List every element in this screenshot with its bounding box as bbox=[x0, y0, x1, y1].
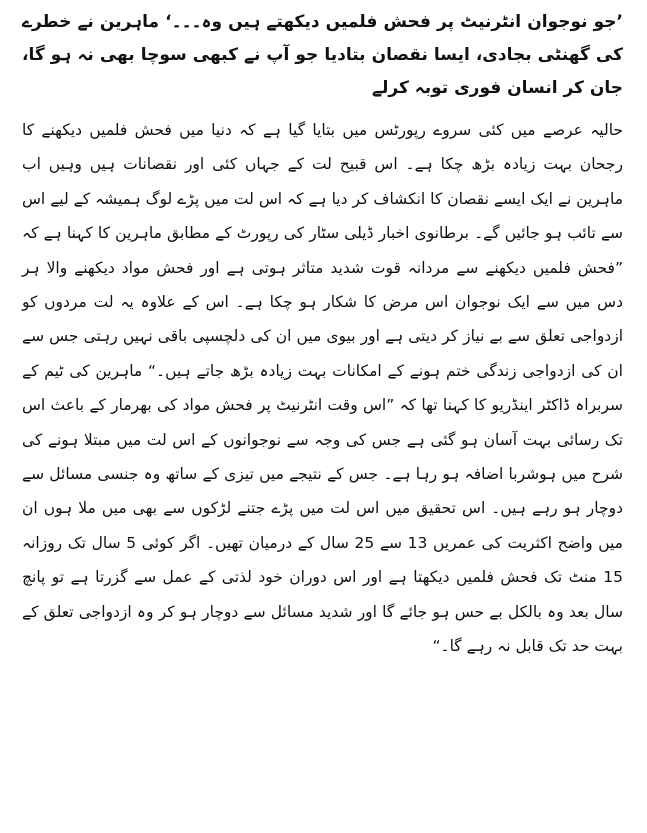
article-headline: ’جو نوجوان انٹرنیٹ پر فحش فلمیں دیکھتے ہیں وہ۔۔۔‘ ماہرین نے خطرے کی گھنٹی بجادی، ایسا نقصان بتادیا جو آپ نے کبھی سوچا بھی نہ ہو گا، جان کر انسان فوری توبہ کرلے bbox=[22, 12, 623, 98]
article-body: حالیہ عرصے میں کئی سروے رپورٹس میں بتایا گیا ہے کہ دنیا میں فحش فلمیں دیکھنے کا رجحان بہت زیادہ بڑھ چکا ہے۔ اس قبیح لت کے جہاں کئی اور نقصانات ہیں وہیں اب ماہرین نے ایک ایسے نقصان کا انکشاف کر دیا ہے کہ اس لت میں پڑے لوگ ہمیشہ کے لیے اس سے تائب ہو جائیں گے۔ برطانوی اخبار ڈیلی سٹار کی رپورٹ کے مطابق ماہرین کا کہنا ہے کہ ”فحش فلمیں دیکھنے سے مردانہ قوت شدید متاثر ہوتی ہے اور فحش مواد دیکھنے والا ہر دس میں سے ایک نوجوان اس مرض کا شکار ہو چکا ہے۔ اس کے علاوہ یہ لت مردوں کو ازدواجی تعلق سے بے نیاز کر دیتی ہے اور بیوی میں ان کی دلچسپی باقی نہیں رہتی جس سے ان کی ازدواجی زندگی ختم ہونے کے امکانات بہت زیادہ بڑھ جاتے ہیں۔“ ماہرین کی ٹیم کے سربراہ ڈاکٹر اینڈریو کا کہنا تھا کہ ”اس وقت انٹرنیٹ پر فحش مواد کی بھرمار کے باعث اس تک رسائی بہت آسان ہو گئی ہے جس کی وجہ سے نوجوانوں کے اس لت میں مبتلا ہونے کی شرح میں ہوشربا اضافہ ہو رہا ہے۔ جس کے نتیجے میں تیزی کے ساتھ وہ جنسی مسائل سے دوچار ہو رہے ہیں۔ اس تحقیق میں اس لت میں پڑے جتنے لڑکوں سے بھی میں ملا ہوں ان میں واضح اکثریت کی عمریں 13 سے 25 سال کے درمیان تھیں۔ اگر کوئی 5 سال تک روزانہ 15 منٹ تک فحش فلمیں دیکھتا ہے اور اس دوران خود لذتی کے عمل سے گزرتا ہے تو پانچ سال بعد وہ بالکل بے حس ہو جائے گا اور شدید مسائل سے دوچار ہو کر وہ ازدواجی تعلق کے بہت حد تک قابل نہ رہے گا۔“ bbox=[22, 121, 623, 656]
